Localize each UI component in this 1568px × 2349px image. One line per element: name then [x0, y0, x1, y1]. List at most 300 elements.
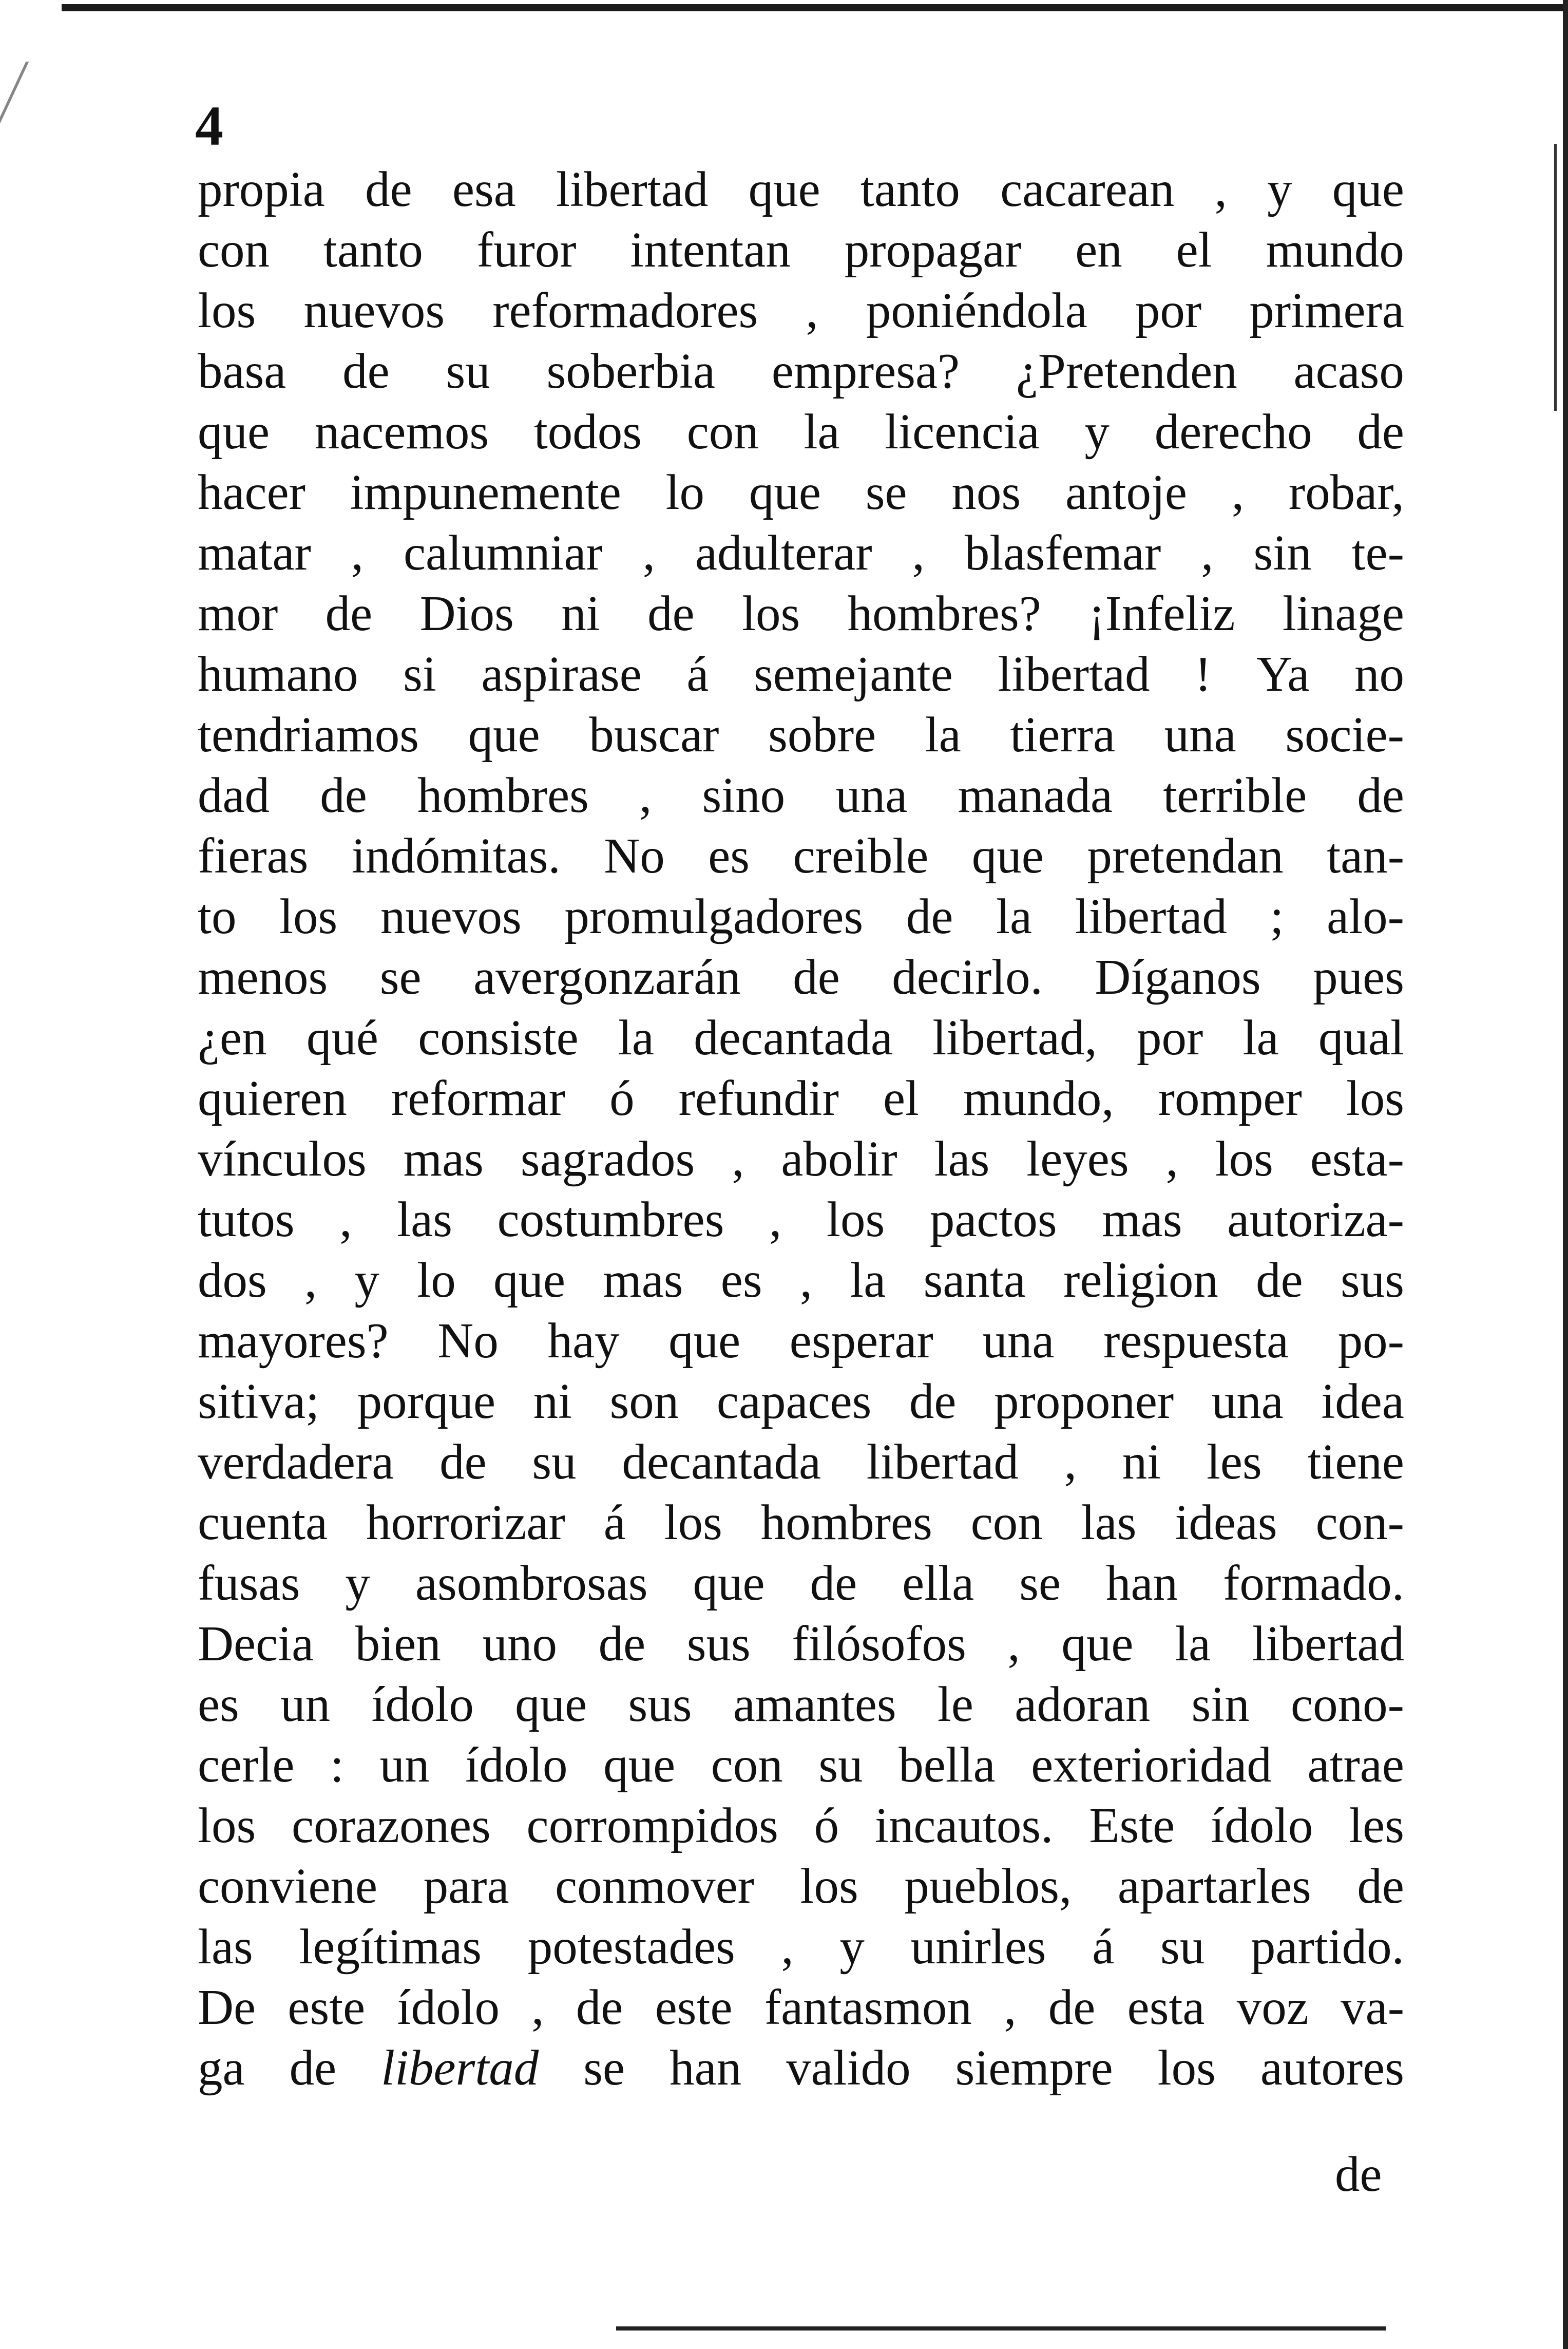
word: siempre — [955, 2040, 1113, 2095]
word: libertad — [381, 2040, 539, 2095]
word: sino — [702, 768, 786, 823]
text-line — [198, 1735, 1404, 1795]
word: este — [655, 1980, 733, 2035]
text-line — [198, 402, 1404, 462]
word: de — [647, 586, 695, 641]
word: robar, — [1288, 465, 1404, 520]
word: ni — [561, 586, 600, 641]
word: tanto — [860, 162, 960, 217]
word: proponer — [994, 1374, 1174, 1429]
word: romper — [1158, 1071, 1302, 1126]
word: que — [1332, 162, 1404, 217]
word: y — [345, 1556, 370, 1611]
word: hombres — [417, 768, 589, 823]
word: furor — [476, 222, 577, 277]
word: una — [982, 1313, 1055, 1368]
word: cerle — [198, 1737, 295, 1792]
word: capaces — [716, 1374, 872, 1429]
word: religion — [1063, 1253, 1218, 1308]
word: Decia — [198, 1616, 314, 1671]
word: legítimas — [299, 1919, 482, 1974]
word: por — [1137, 1010, 1203, 1065]
word: es — [198, 1677, 239, 1732]
word: santa — [923, 1253, 1026, 1308]
word: y — [354, 1253, 379, 1308]
word: de — [365, 162, 412, 217]
text-line — [198, 280, 1404, 341]
word: ! — [1195, 647, 1212, 702]
word: bien — [355, 1616, 441, 1671]
word: que — [971, 828, 1044, 883]
word: con — [686, 404, 759, 459]
word: , — [732, 1131, 744, 1186]
word: libertad — [1252, 1616, 1404, 1671]
word: conmover — [555, 1859, 754, 1914]
word: pretendan — [1087, 828, 1284, 883]
word: sin — [1253, 525, 1312, 580]
text-line — [198, 1492, 1404, 1553]
word: esta — [1127, 1980, 1205, 2035]
word: les — [1349, 1798, 1404, 1853]
word: , — [1007, 1616, 1020, 1671]
word: intentan — [630, 222, 791, 277]
word: bella — [898, 1737, 996, 1792]
word: esta- — [1310, 1131, 1404, 1186]
word: en — [1075, 222, 1122, 277]
text-line — [198, 1311, 1404, 1371]
word: Ya — [1256, 647, 1310, 702]
word: la — [850, 1253, 886, 1308]
word: que — [668, 1313, 741, 1368]
word: con — [970, 1495, 1043, 1550]
word: que — [198, 404, 270, 459]
word: sus — [686, 1616, 751, 1671]
word: una — [835, 768, 908, 823]
word: acaso — [1293, 344, 1404, 399]
page-number: 4 — [195, 94, 223, 157]
word: potestades — [527, 1919, 735, 1974]
word: respuesta — [1103, 1313, 1289, 1368]
word: el — [883, 1071, 919, 1126]
word: decantada — [694, 1010, 893, 1065]
word: han — [670, 2040, 742, 2095]
word: po- — [1337, 1313, 1404, 1368]
word: de — [909, 1374, 957, 1429]
word: un — [379, 1737, 430, 1792]
word: los — [742, 586, 800, 641]
word: su — [532, 1434, 577, 1489]
word: menos — [198, 950, 328, 1005]
word: humano — [198, 647, 358, 702]
word: , — [351, 525, 364, 580]
word: se — [1019, 1556, 1061, 1611]
word: pueblos, — [904, 1859, 1072, 1914]
text-line — [198, 462, 1404, 523]
text-line — [198, 886, 1404, 947]
word: partido. — [1250, 1919, 1404, 1974]
word: mundo, — [963, 1071, 1114, 1126]
word: los — [198, 283, 256, 338]
word: blasfemar — [964, 525, 1161, 580]
word: su — [818, 1737, 863, 1792]
word: valido — [786, 2040, 911, 2095]
word: adoran — [1015, 1677, 1151, 1732]
word: de — [342, 344, 390, 399]
word: tutos — [198, 1192, 295, 1247]
word: , — [769, 1192, 782, 1247]
word: su — [446, 344, 490, 399]
word: de — [325, 586, 373, 641]
word: , — [339, 1192, 352, 1247]
word: ídolo — [371, 1677, 474, 1732]
word: dos — [198, 1253, 267, 1308]
word: les — [1206, 1434, 1262, 1489]
word: pues — [1313, 950, 1404, 1005]
word: consiste — [418, 1010, 579, 1065]
word: terrible — [1163, 768, 1307, 823]
word: abolir — [781, 1131, 897, 1186]
word: y — [1084, 404, 1110, 459]
word: leyes — [1026, 1131, 1129, 1186]
word: formado. — [1223, 1556, 1404, 1611]
word: derecho — [1154, 404, 1312, 459]
word: matar — [198, 525, 311, 580]
word: sus — [628, 1677, 692, 1732]
word: mas — [1102, 1192, 1182, 1247]
word: , — [1214, 162, 1227, 217]
word: Díganos — [1095, 950, 1261, 1005]
word: Este — [1089, 1798, 1175, 1853]
word: de — [1048, 1980, 1096, 2035]
word: tierra — [1010, 707, 1116, 762]
word: la — [1175, 1616, 1211, 1671]
word: ídolo — [465, 1737, 568, 1792]
word: hay — [547, 1313, 620, 1368]
word: por — [1135, 283, 1202, 338]
text-line — [198, 644, 1404, 705]
text-line — [198, 1189, 1404, 1250]
word: la — [996, 889, 1032, 944]
word: nos — [951, 465, 1021, 520]
text-line — [198, 220, 1404, 280]
word: atrae — [1307, 1737, 1404, 1792]
word: el — [1176, 222, 1212, 277]
word: de — [793, 950, 840, 1005]
word: manada — [958, 768, 1113, 823]
word: promulgadores — [564, 889, 864, 944]
word: la — [1242, 1010, 1279, 1065]
word: , — [639, 768, 652, 823]
word: fusas — [198, 1556, 300, 1611]
word: conviene — [198, 1859, 378, 1914]
word: dad — [198, 768, 270, 823]
word: todos — [533, 404, 642, 459]
word: han — [1106, 1556, 1178, 1611]
word: de — [1256, 1253, 1303, 1308]
word: , — [1201, 525, 1214, 580]
word: costumbres — [497, 1192, 724, 1247]
word: propagar — [844, 222, 1022, 277]
word: decirlo. — [892, 950, 1043, 1005]
word: las — [397, 1192, 452, 1247]
word: avergonzarán — [473, 950, 741, 1005]
text-line — [198, 1250, 1404, 1311]
word: tiene — [1307, 1434, 1404, 1489]
word: sitiva; — [198, 1374, 320, 1429]
word: de — [439, 1434, 487, 1489]
word: es — [720, 1253, 762, 1308]
word: es — [708, 828, 750, 883]
word: con- — [1315, 1495, 1404, 1550]
word: De — [198, 1980, 256, 2035]
word: de — [576, 1980, 623, 2035]
word: cuenta — [198, 1495, 328, 1550]
word: reformar — [391, 1071, 566, 1126]
word: lo — [417, 1253, 456, 1308]
word: que — [748, 162, 820, 217]
word: , — [642, 525, 656, 580]
word: ni — [1122, 1434, 1161, 1489]
word: sin — [1191, 1677, 1250, 1732]
word: primera — [1249, 283, 1404, 338]
word: sagrados — [520, 1131, 695, 1186]
word: voz — [1236, 1980, 1309, 2035]
word: las — [198, 1919, 253, 1974]
word: nuevos — [303, 283, 445, 338]
bottom-edge-mark — [616, 2326, 1386, 2331]
word: esa — [452, 162, 516, 217]
word: los — [279, 889, 338, 944]
word: mas — [403, 1131, 484, 1186]
word: , — [1165, 1131, 1178, 1186]
word: adulterar — [695, 525, 872, 580]
text-line — [198, 1674, 1404, 1735]
word: qué — [306, 1010, 378, 1065]
corner-ink-mark — [0, 62, 60, 128]
word: , — [912, 525, 925, 580]
word: libertad — [866, 1434, 1019, 1489]
text-line — [198, 705, 1404, 765]
word: y — [839, 1919, 865, 1974]
word: ¡Infeliz — [1088, 586, 1235, 641]
word: unirles — [910, 1919, 1046, 1974]
word: de — [1357, 768, 1404, 823]
word: horrorizar — [366, 1495, 565, 1550]
text-line — [198, 1795, 1404, 1856]
word: vínculos — [198, 1131, 367, 1186]
word: los — [800, 1859, 858, 1914]
word: ¿Pretenden — [1016, 344, 1237, 399]
word: calumniar — [404, 525, 603, 580]
word: libertad — [1075, 889, 1227, 944]
word: sus — [1340, 1253, 1404, 1308]
word: ó — [609, 1071, 635, 1126]
word: ¿en — [198, 1010, 267, 1065]
text-line — [198, 1432, 1404, 1492]
word: incautos. — [874, 1798, 1054, 1853]
word: antoje — [1065, 465, 1187, 520]
word: que — [693, 1556, 765, 1611]
word: indómitas. — [351, 828, 561, 883]
body-text — [198, 159, 1404, 2098]
word: licencia — [885, 404, 1040, 459]
word: para — [423, 1859, 509, 1914]
word: ídolo — [1211, 1798, 1313, 1853]
word: refundir — [678, 1071, 839, 1126]
word: de — [1357, 404, 1404, 459]
word: apartarles — [1117, 1859, 1311, 1914]
word: , — [531, 1980, 544, 2035]
right-margin-mark — [1554, 144, 1557, 411]
word: filósofos — [792, 1616, 966, 1671]
word: Dios — [419, 586, 514, 641]
word: se — [583, 2040, 625, 2095]
word: con — [198, 222, 270, 277]
word: la — [618, 1010, 654, 1065]
word: que — [515, 1677, 587, 1732]
word: tan- — [1327, 828, 1404, 883]
word: mayores? — [198, 1313, 389, 1368]
word: sobre — [768, 707, 876, 762]
word: aspirase — [481, 647, 642, 702]
word: libertad — [556, 162, 709, 217]
word: una — [1211, 1374, 1284, 1429]
text-line — [198, 2038, 1404, 2098]
word: idea — [1321, 1374, 1404, 1429]
word: á — [603, 1495, 626, 1550]
word: , — [1231, 465, 1245, 520]
word: ídolo — [397, 1980, 500, 2035]
word: se — [865, 465, 907, 520]
word: asombrosas — [415, 1556, 648, 1611]
word: los — [198, 1798, 256, 1853]
word: decantada — [622, 1434, 821, 1489]
word: ; — [1270, 889, 1284, 944]
text-line — [198, 1856, 1404, 1917]
word: son — [609, 1374, 679, 1429]
word: hombres — [760, 1495, 932, 1550]
text-line — [198, 1917, 1404, 1977]
word: que — [493, 1253, 566, 1308]
text-line — [198, 159, 1404, 220]
word: hacer — [198, 465, 305, 520]
word: de — [289, 2040, 337, 2095]
text-line — [198, 947, 1404, 1008]
word: á — [1092, 1919, 1115, 1974]
word: esperar — [789, 1313, 933, 1368]
word: soberbia — [546, 344, 716, 399]
word: un — [280, 1677, 331, 1732]
word: ideas — [1175, 1495, 1277, 1550]
word: exterioridad — [1031, 1737, 1272, 1792]
word: se — [379, 950, 422, 1005]
word: los — [1346, 1071, 1404, 1126]
word: , — [781, 1919, 794, 1974]
text-line — [198, 1977, 1404, 2038]
word: si — [403, 647, 436, 702]
word: basa — [198, 344, 286, 399]
word: verdadera — [198, 1434, 394, 1489]
word: los — [1215, 1131, 1273, 1186]
word: , — [1004, 1980, 1017, 2035]
word: porque — [357, 1374, 496, 1429]
word: no — [1354, 647, 1404, 702]
word: : — [330, 1737, 344, 1792]
word: le — [937, 1677, 973, 1732]
text-line — [198, 765, 1404, 826]
word: una — [1164, 707, 1236, 762]
word: quieren — [198, 1071, 347, 1126]
word: libertad, — [932, 1010, 1097, 1065]
word: mor — [198, 586, 278, 641]
word: impunemente — [350, 465, 621, 520]
word: la — [925, 707, 961, 762]
word: con — [711, 1737, 783, 1792]
word: No — [437, 1313, 499, 1368]
word: fantasmon — [764, 1980, 972, 2035]
word: ella — [902, 1556, 974, 1611]
text-line — [198, 523, 1404, 583]
text-line — [198, 1371, 1404, 1432]
word: qual — [1318, 1010, 1404, 1065]
word: reformadores — [492, 283, 758, 338]
text-line — [198, 1008, 1404, 1068]
word: los — [827, 1192, 885, 1247]
right-edge-shadow — [1563, 0, 1568, 2349]
word: , — [1064, 1434, 1077, 1489]
word: de — [810, 1556, 857, 1611]
word: propia — [198, 162, 325, 217]
word: lo — [665, 465, 705, 520]
word: este — [288, 1980, 366, 2035]
word: hombres? — [847, 586, 1041, 641]
word: , — [304, 1253, 317, 1308]
text-line — [198, 1129, 1404, 1189]
top-edge-shadow — [62, 4, 1568, 11]
text-line — [198, 1614, 1404, 1674]
text-line — [198, 1553, 1404, 1614]
word: los — [1157, 2040, 1216, 2095]
word: va- — [1341, 1980, 1404, 2035]
word: No — [604, 828, 665, 883]
word: autores — [1260, 2040, 1404, 2095]
word: buscar — [589, 707, 719, 762]
word: poniéndola — [866, 283, 1087, 338]
word: nacemos — [314, 404, 489, 459]
word: las — [934, 1131, 990, 1186]
word: tanto — [323, 222, 423, 277]
text-line — [198, 341, 1404, 402]
word: mas — [603, 1253, 683, 1308]
word: que — [603, 1737, 676, 1792]
word: que — [468, 707, 540, 762]
text-line — [198, 583, 1404, 644]
text-line — [198, 1068, 1404, 1129]
word: corazones — [291, 1798, 491, 1853]
word: corrompidos — [526, 1798, 778, 1853]
word: empresa? — [771, 344, 960, 399]
word: semejante — [753, 647, 953, 702]
word: las — [1081, 1495, 1137, 1550]
word: mundo — [1266, 222, 1404, 277]
word: ó — [814, 1798, 839, 1853]
word: socie- — [1285, 707, 1404, 762]
word: y — [1267, 162, 1292, 217]
word: libertad — [998, 647, 1150, 702]
word: creible — [793, 828, 929, 883]
word: cono- — [1291, 1677, 1404, 1732]
word: de — [1357, 1859, 1404, 1914]
